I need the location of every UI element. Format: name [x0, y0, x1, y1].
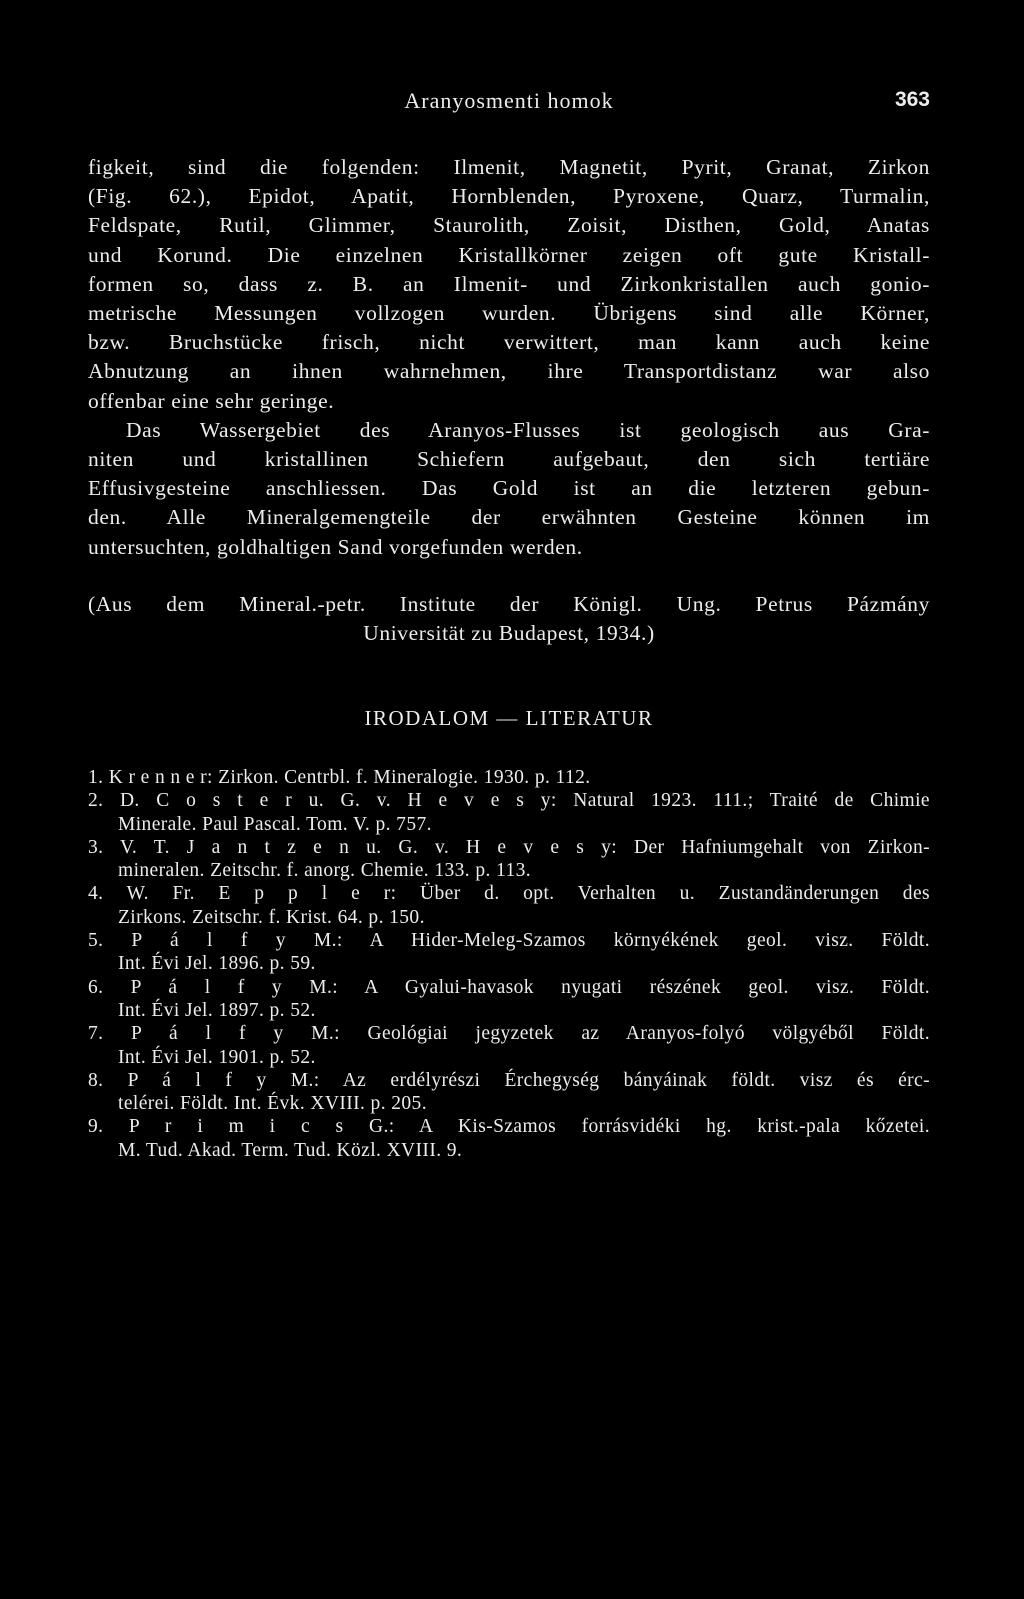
reference-line: Int. Évi Jel. 1896. p. 59. [118, 953, 316, 975]
body-line: metrische Messungen vollzogen wurden. Übrigens sind alle Körner, [88, 301, 930, 326]
body-line: figkeit, sind die folgenden: Ilmenit, Magnetit, Pyrit, Granat, Zirkon [88, 155, 930, 179]
body-line: (Fig. 62.), Epidot, Apatit, Hornblenden, Pyroxene, Quarz, Turmalin, [88, 184, 930, 209]
page-number: 363 [894, 88, 930, 111]
body-line: und Korund. Die einzelnen Kristallkörner zeigen oft gute Kristall- [88, 242, 930, 267]
running-head [88, 88, 930, 118]
reference-line: Zirkons. Zeitschr. f. Krist. 64. p. 150. [118, 906, 425, 928]
reference-item [88, 1069, 930, 1116]
body-line: Effusivgesteine anschliessen. Das Gold ist an die letzteren gebun- [88, 476, 930, 501]
body-line: den. Alle Mineralgemengteile der erwähnten Gesteine können im [88, 505, 930, 530]
reference-line: telérei. Földt. Int. Évk. XVIII. p. 205. [118, 1093, 427, 1115]
references-heading: IRODALOM — LITERATUR [364, 706, 654, 730]
reference-item [88, 929, 930, 976]
reference-item [88, 789, 930, 836]
reference-line: M. Tud. Akad. Term. Tud. Közl. XVIII. 9. [118, 1139, 463, 1161]
body-line: bzw. Bruchstücke frisch, nicht verwittert, man kann auch keine [88, 330, 930, 355]
reference-line: Int. Évi Jel. 1897. p. 52. [118, 999, 316, 1021]
reference-line: Int. Évi Jel. 1901. p. 52. [118, 1046, 316, 1068]
reference-item [88, 836, 930, 883]
reference-line: 7. P á l f y M.: Geológiai jegyzetek az Aranyos-folyó völgyéből Földt. [88, 1023, 930, 1045]
body-line: Abnutzung an ihnen wahrnehmen, ihre Transportdistanz war also [88, 359, 930, 384]
body-line: formen so, dass z. B. an Ilmenit- und Zirkonkristallen auch gonio- [88, 271, 930, 296]
reference-line: 9. P r i m i c s G.: A Kis-Szamos forrásvidéki hg. krist.-pala kőzetei. [88, 1116, 930, 1138]
reference-item [88, 766, 930, 789]
body-line: niten und kristallinen Schiefern aufgebaut, den sich tertiäre [88, 447, 930, 472]
reference-line: Minerale. Paul Pascal. Tom. V. p. 757. [118, 813, 432, 835]
body-text [88, 153, 930, 562]
reference-item [88, 976, 930, 1023]
reference-line: mineralen. Zeitschr. f. anorg. Chemie. 133. p. 113. [118, 860, 532, 882]
reference-item [88, 1115, 930, 1162]
reference-line: 8. P á l f y M.: Az erdélyrészi Érchegység bányáinak földt. visz és érc- [88, 1069, 930, 1091]
affiliation [88, 590, 930, 648]
reference-line: 2. D. C o s t e r u. G. v. H e v e s y: Natural 1923. 111.; Traité de Chimie [88, 790, 930, 812]
reference-line: 5. P á l f y M.: A Hider-Meleg-Szamos környékének geol. visz. Földt. [88, 930, 930, 952]
affiliation-line: (Aus dem Mineral.-petr. Institute der Königl. Ung. Petrus Pázmány [88, 592, 930, 616]
body-line: Das Wassergebiet des Aranyos-Flusses ist geologisch aus Gra- [126, 417, 930, 442]
body-line: Feldspate, Rutil, Glimmer, Staurolith, Zoisit, Disthen, Gold, Anatas [88, 213, 930, 238]
reference-line: 3. V. T. J a n t z e n u. G. v. H e v e s y: Der Hafniumgehalt von Zirkon- [88, 836, 930, 858]
reference-line: 1. K r e n n e r: Zirkon. Centrbl. f. Mineralogie. 1930. p. 112. [88, 767, 591, 788]
reference-item [88, 1022, 930, 1069]
reference-line: 6. P á l f y M.: A Gyalui-havasok nyugati részének geol. visz. Földt. [88, 976, 930, 998]
affiliation-line: Universität zu Budapest, 1934.) [363, 621, 655, 646]
reference-line: 4. W. Fr. E p p l e r: Über d. opt. Verhalten u. Zustandänderungen des [88, 883, 930, 905]
running-title: Aranyosmenti homok [404, 88, 614, 113]
reference-item [88, 882, 930, 929]
body-line: offenbar eine sehr geringe. [88, 388, 335, 413]
body-line: untersuchten, goldhaltigen Sand vorgefunden werden. [88, 534, 583, 559]
reference-list [88, 766, 930, 1162]
